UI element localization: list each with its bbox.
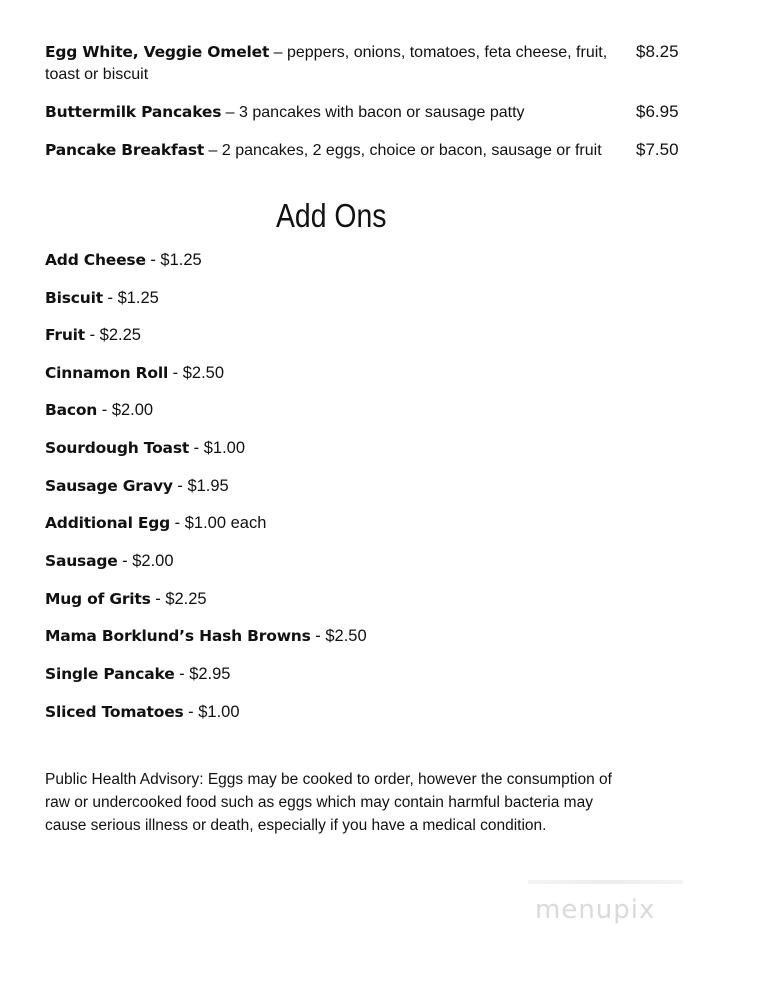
addon-price: - $1.00 each — [170, 514, 267, 532]
addon-name: Single Pancake — [45, 665, 175, 683]
addon-item — [45, 324, 141, 346]
item-name: Pancake Breakfast — [45, 141, 205, 159]
addon-price: - $2.50 — [168, 364, 225, 382]
addon-name: Sausage Gravy — [45, 477, 173, 495]
addon-name: Bacon — [45, 401, 98, 419]
addon-name: Cinnamon Roll — [45, 364, 169, 382]
addon-name: Additional Egg — [45, 514, 171, 532]
addon-item — [45, 625, 367, 647]
addon-price: - $1.95 — [172, 477, 229, 495]
addon-item — [45, 437, 245, 459]
addon-price: - $2.25 — [85, 326, 141, 344]
addon-name: Sourdough Toast — [45, 439, 190, 457]
public-health-advisory: Public Health Advisory: Eggs may be cooked to order, however the consumption of raw or undercooked food such as eggs which may contain harmful bacteria may cause serious illness or death, especially if you have a medical condition. — [45, 771, 612, 834]
addon-item — [45, 550, 174, 572]
item-description: – 3 pancakes with bacon or sausage patty — [221, 104, 525, 121]
addon-item — [45, 701, 240, 723]
item-description: – peppers, onions, tomatoes, feta cheese, fruit, toast or biscuit — [45, 44, 608, 83]
addon-price: - $1.25 — [102, 289, 159, 307]
addon-item — [45, 399, 153, 421]
addon-price: - $1.25 — [145, 251, 202, 269]
addon-price: - $2.00 — [117, 552, 174, 570]
item-name: Buttermilk Pancakes — [45, 103, 222, 121]
addon-name: Mug of Grits — [45, 590, 151, 608]
item-price: $6.95 — [636, 102, 679, 121]
menu-item-buttermilk-pancakes — [45, 101, 625, 124]
addon-price: - $1.00 — [189, 439, 246, 457]
addon-name: Mama Borklund’s Hash Browns — [45, 627, 311, 645]
item-price: $7.50 — [636, 140, 679, 159]
addon-price: - $2.25 — [150, 590, 207, 608]
addon-item — [45, 588, 207, 610]
addon-price: - $1.00 — [183, 703, 240, 721]
menu-item-pancake-breakfast — [45, 139, 625, 162]
addon-item — [45, 663, 231, 685]
item-name: Egg White, Veggie Omelet — [45, 43, 270, 61]
addon-item — [45, 362, 224, 384]
addon-name: Fruit — [45, 326, 85, 344]
item-price: $8.25 — [636, 42, 679, 61]
item-description: – 2 pancakes, 2 eggs, choice or bacon, sausage or fruit — [204, 142, 602, 159]
addon-item — [45, 512, 266, 534]
addon-price: - $2.50 — [310, 627, 367, 645]
addon-item — [45, 475, 229, 497]
addon-name: Sausage — [45, 552, 118, 570]
section-title-add-ons: Add Ons — [276, 197, 387, 234]
addon-price: - $2.95 — [174, 665, 231, 683]
addon-name: Sliced Tomatoes — [45, 703, 184, 721]
addon-name: Biscuit — [45, 289, 103, 307]
addon-item — [45, 249, 202, 271]
addon-price: - $2.00 — [97, 401, 154, 419]
menupix-watermark: menupix — [535, 895, 656, 925]
addon-item — [45, 287, 159, 309]
menu-item-omelet — [45, 41, 625, 86]
addon-name: Add Cheese — [45, 251, 146, 269]
watermark-decoration — [528, 880, 683, 884]
